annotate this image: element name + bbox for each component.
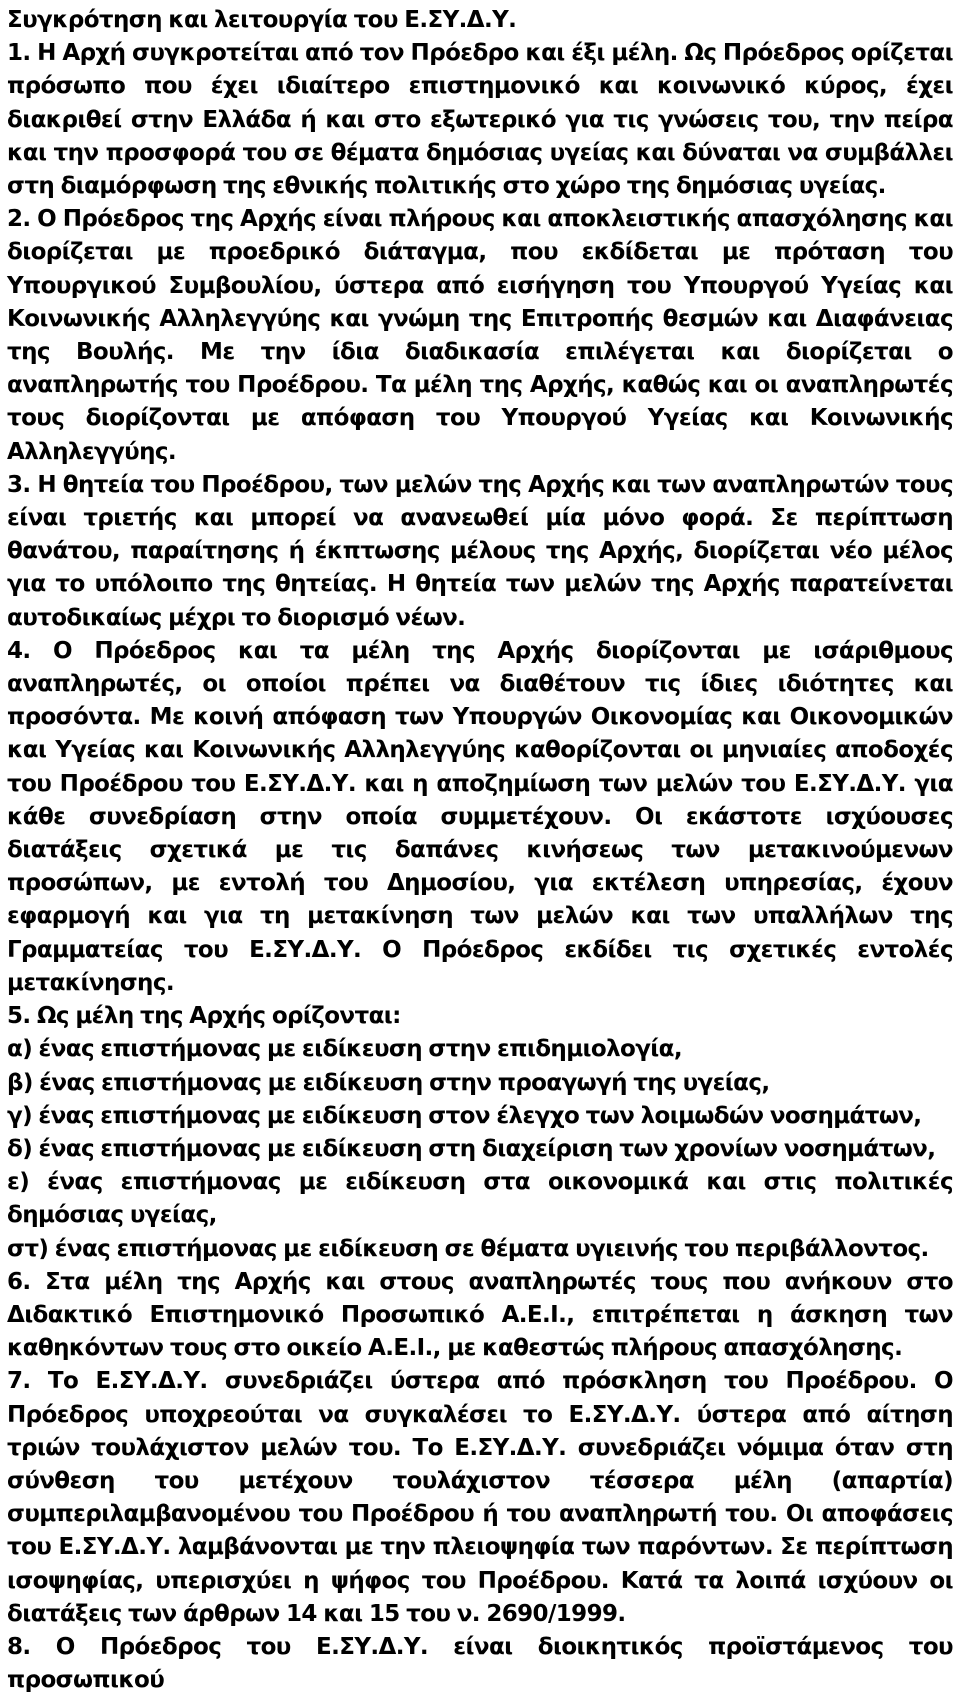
paragraph-3: 3. Η θητεία του Προέδρου, των μελών της Αρχής και των αναπληρωτών τους είναι τριετής και μπορεί να ανανεωθεί μία μόνο φορά. Σε περίπτωση θανάτου, παραίτησης ή έκπτωσης μέλους της Αρχής, διορίζεται νέο μέλος για το υπόλοιπο της θητείας. Η θητεία των μελών της Αρχής παρατείνεται αυτοδικαίως μέχρι το διορισμό νέων.: [7, 471, 953, 631]
paragraph-6: 6. Στα μέλη της Αρχής και στους αναπληρωτές τους που ανήκουν στο Διδακτικό Επιστημονικό Προσωπικό Α.Ε.Ι., επιτρέπεται η άσκηση των καθηκόντων τους στο οικείο Α.Ε.Ι., με καθεστώς πλήρους απασχόλησης.: [7, 1268, 953, 1362]
paragraph-8: 8. Ο Πρόεδρος του Ε.ΣΥ.Δ.Υ. είναι διοικητικός προϊστάμενος του προσωπικού: [7, 1633, 953, 1694]
paragraph-4: 4. Ο Πρόεδρος και τα μέλη της Αρχής διορίζονται με ισάριθμους αναπληρωτές, οι οποίοι πρέπει να διαθέτουν τις ίδιες ιδιότητες και προσόντα. Με κοινή απόφαση των Υπουργών Οικονομίας και Οικονομικών και Υγείας και Κοινωνικής Αλληλεγγύης καθορίζονται οι μηνιαίες αποδοχές του Προέδρου του Ε.ΣΥ.Δ.Υ. και η αποζημίωση των μελών του Ε.ΣΥ.Δ.Υ. για κάθε συνεδρίαση στην οποία συμμετέχουν. Οι εκάστοτε ισχύουσες διατάξεις σχετικά με τις δαπάνες κινήσεως των μετακινούμενων προσώπων, με εντολή του Δημοσίου, για εκτέλεση υπηρεσίας, έχουν εφαρμογή και για τη μετακίνηση των μελών και των υπαλλήλων της Γραμματείας του Ε.ΣΥ.Δ.Υ. Ο Πρόεδρος εκδίδει τις σχετικές εντολές μετακίνησης.: [7, 637, 953, 996]
list-item-b: β) ένας επιστήμονας με ειδίκευση στην προαγωγή της υγείας,: [7, 1069, 770, 1096]
paragraph-7: 7. Το Ε.ΣΥ.Δ.Υ. συνεδριάζει ύστερα από πρόσκληση του Προέδρου. Ο Πρόεδρος υποχρεούται να συγκαλέσει το Ε.ΣΥ.Δ.Υ. ύστερα από αίτηση τριών τουλάχιστον μελών του. Το Ε.ΣΥ.Δ.Υ. συνεδριάζει νόμιμα όταν στη σύνθεση του μετέχουν τουλάχιστον τέσσερα μέλη (απαρτία) συμπεριλαμβανομένου του Προέδρου ή του αναπληρωτή του. Οι αποφάσεις του Ε.ΣΥ.Δ.Υ. λαμβάνονται με την πλειοψηφία των παρόντων. Σε περίπτωση ισοψηφίας, υπερισχύει η ψήφος του Προέδρου. Κατά τα λοιπά ισχύουν οι διατάξεις των άρθρων 14 και 15 του ν. 2690/1999.: [7, 1368, 953, 1627]
list-item-e: ε) ένας επιστήμονας με ειδίκευση στα οικονομικά και στις πολιτικές δημόσιας υγείας,: [7, 1169, 953, 1229]
list-item-a: α) ένας επιστήμονας με ειδίκευση στην επιδημιολογία,: [7, 1036, 683, 1063]
section-5-heading: 5. Ως μέλη της Αρχής ορίζονται:: [7, 1003, 401, 1030]
paragraph-1: 1. Η Αρχή συγκροτείται από τον Πρόεδρο και έξι μέλη. Ως Πρόεδρος ορίζεται πρόσωπο που έχει ιδιαίτερο επιστημονικό και κοινωνικό κύρος, έχει διακριθεί στην Ελλάδα ή και στο εξωτερικό για τις γνώσεις του, την πείρα και την προσφορά του σε θέματα δημόσιας υγείας και δύναται να συμβάλλει στη διαμόρφωση της εθνικής πολιτικής στο χώρο της δημόσιας υγείας.: [7, 40, 953, 200]
list-item-c: γ) ένας επιστήμονας με ειδίκευση στον έλεγχο των λοιμωδών νοσημάτων,: [7, 1102, 922, 1129]
list-item-st: στ) ένας επιστήμονας με ειδίκευση σε θέματα υγιεινής του περιβάλλοντος.: [7, 1235, 929, 1262]
paragraph-2: 2. Ο Πρόεδρος της Αρχής είναι πλήρους και αποκλειστικής απασχόλησης και διορίζεται με προεδρικό διάταγμα, που εκδίδεται με πρόταση του Υπουργικού Συμβουλίου, ύστερα από εισήγηση του Υπουργού Υγείας και Κοινωνικής Αλληλεγγύης και γνώμη της Επιτροπής θεσμών και Διαφάνειας της Βουλής. Με την ίδια διαδικασία επιλέγεται και διορίζεται ο αναπληρωτής του Προέδρου. Τα μέλη της Αρχής, καθώς και οι αναπληρωτές τους διορίζονται με απόφαση του Υπουργού Υγείας και Κοινωνικής Αλληλεγγύης.: [7, 206, 953, 465]
list-item-d: δ) ένας επιστήμονας με ειδίκευση στη διαχείριση των χρονίων νοσημάτων,: [7, 1135, 936, 1162]
document-body: [7, 4, 953, 1697]
document-title: Συγκρότηση και λειτουργία του Ε.ΣΥ.Δ.Υ.: [7, 7, 517, 33]
